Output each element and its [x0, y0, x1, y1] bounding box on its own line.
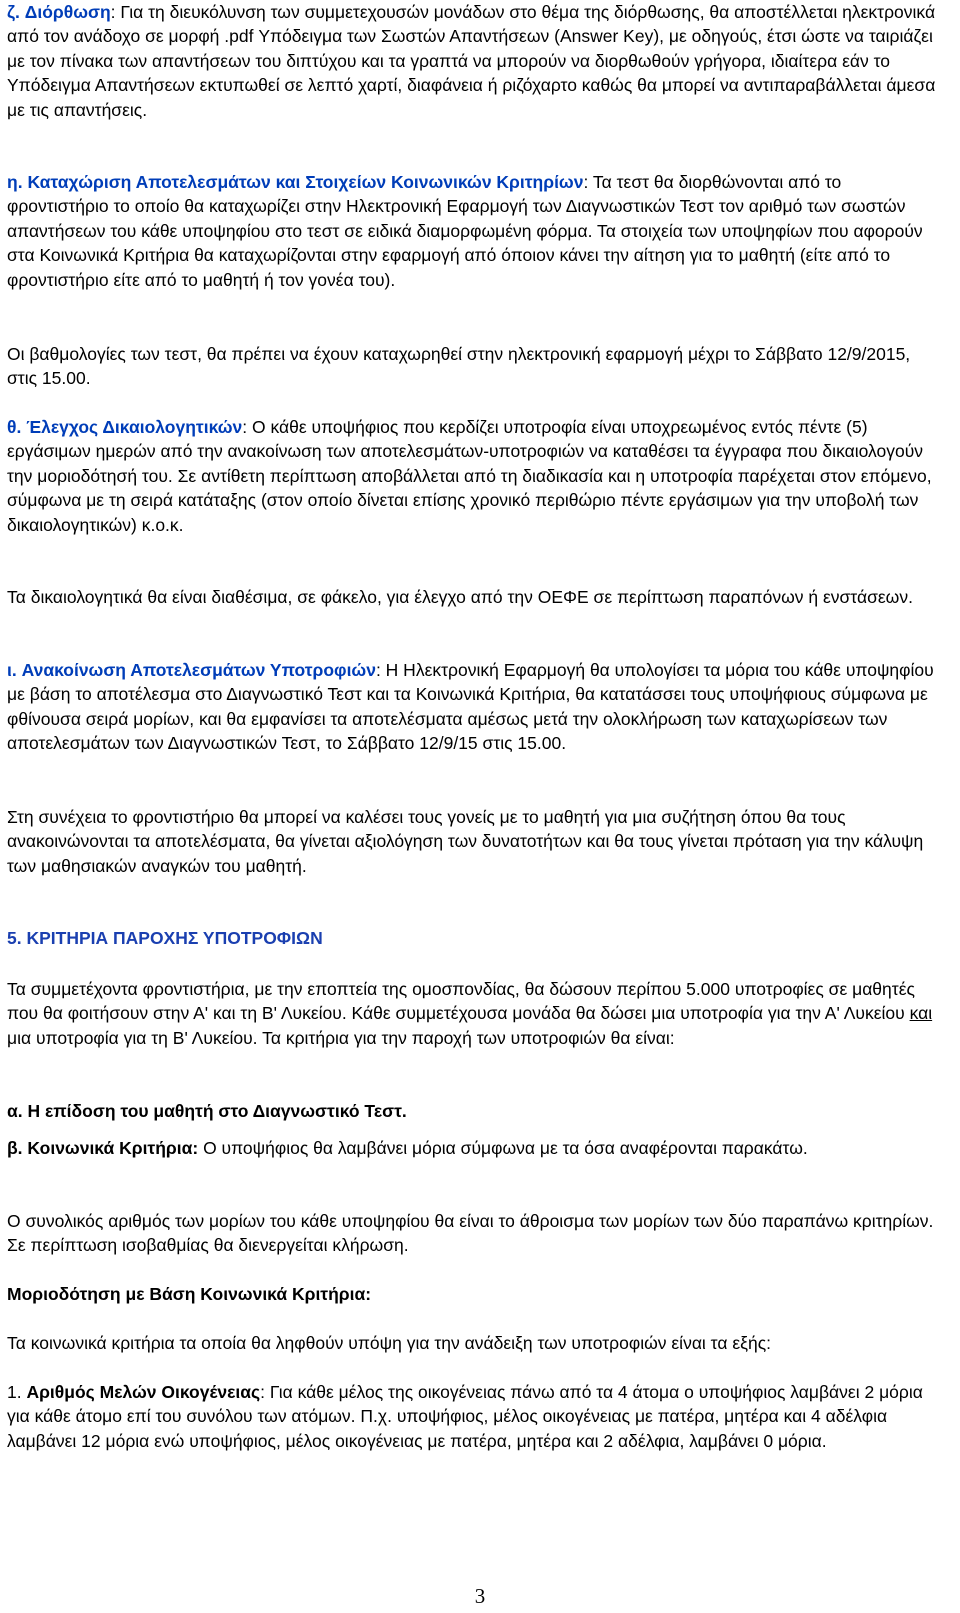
paragraph-availability: Τα δικαιολογητικά θα είναι διαθέσιμα, σε φάκελο, για έλεγχο από την ΟΕΦΕ σε περίπτωση παραπόνων ή ενστάσεων. — [7, 587, 913, 607]
criterion-b — [7, 1136, 942, 1160]
text-iota: : Η Ηλεκτρονική Εφαρμογή θα υπολογίσει τα μόρια του κάθε υποψηφίου με βάση το αποτέλεσμα στο Διαγνωστικό Τεστ και τα Κοινωνικά Κριτήρια, θα κατατάσσει τους υποψήφιους σύμφωνα με φθίνουσα σειρά μορίων, και θα εμφανίσει τα αποτελέσματα αμέσως μετά την ολοκλήρωση των καταχωρίσεων των αποτελεσμάτων των Διαγνωστικών Τεστ, το Σάββατο 12/9/15 στις 15.00. — [7, 660, 934, 754]
title-theta: Έλεγχος Δικαιολογητικών — [26, 417, 243, 437]
marker-z: ζ. — [7, 2, 20, 22]
item1-title: Αριθμός Μελών Οικογένειας — [26, 1382, 261, 1402]
paragraph-theta — [7, 415, 942, 537]
social-criteria-intro: Τα κοινωνικά κριτήρια τα οποία θα ληφθούν υπόψη για την ανάδειξη των υποτροφιών είναι τα εξής: — [7, 1333, 771, 1353]
marker-iota: ι. — [7, 660, 17, 680]
paragraph-followup: Στη συνέχεια το φροντιστήριο θα μπορεί να καλέσει τους γονείς με το μαθητή για μια συζήτηση όπου θα τους ανακοινώνονται τα αποτελέσματα, θα γίνεται αξιολόγηση των δυνατοτήτων και θα τους γίνεται πρόταση για την κάλυψη των μαθησιακών αναγκών του μαθητή. — [7, 807, 924, 876]
intro-part-b: μια υποτροφία για τη Β' Λυκείου. Τα κριτήρια για την παροχή των υποτροφιών θα είναι: — [7, 1027, 675, 1048]
title-z: Διόρθωση — [24, 2, 111, 22]
marker-eta: η. — [7, 172, 23, 192]
text-eta: : Τα τεστ θα διορθώνονται από το φροντιστήριο το οποίο θα καταχωρίζει στην Ηλεκτρονική Εφαρμογή των Διαγνωστικών Τεστ τον αριθμό των σωστών απαντήσεων του κάθε υποψηφίου στο τεστ σε ειδικά διαμορφωμένη φόρμα. Τα στοιχεία των υποψηφίων που αφορούν στα Κοινωνικά Κριτήρια θα καταχωρίζονται στην εφαρμογή από όποιον κάνει την αίτηση για το μαθητή (είτε από το φροντιστήριο είτε από το μαθητή ή τον γονέα του). — [7, 172, 923, 290]
title-eta: Καταχώριση Αποτελεσμάτων και Στοιχείων Κοινωνικών Κριτηρίων — [27, 172, 584, 192]
marker-theta: θ. — [7, 417, 22, 437]
text-theta: : Ο κάθε υποψήφιος που κερδίζει υποτροφία είναι υποχρεωμένος εντός πέντε (5) εργάσιμων ημερών από την ανακοίνωση των αποτελεσμάτων-υποτροφιών να καταθέσει τα έγγραφα που δικαιολογούν την μοριοδότησή του. Σε αντίθετη περίπτωση αποβάλλεται από τη διαδικασία και η υποτροφία παρέχεται στον επόμενο, σύμφωνα με τη σειρά κατάταξης (στον οποίο δίνεται επίσης χρονικό περιθώριο πέντε εργάσιμων για την υποβολή των δικαιολογητικών) κ.ο.κ. — [7, 417, 932, 535]
title-iota: Ανακοίνωση Αποτελεσμάτων Υποτροφιών — [21, 660, 376, 680]
criterion-a: α. Η επίδοση του μαθητή στο Διαγνωστικό Τεστ. — [7, 1101, 407, 1121]
criterion-b-text: Ο υποψήφιος θα λαμβάνει μόρια σύμφωνα με τα όσα αναφέρονται παρακάτω. — [198, 1138, 808, 1158]
paragraph-z — [7, 0, 942, 122]
text-z: : Για τη διευκόλυνση των συμμετεχουσών μονάδων στο θέμα της διόρθωσης, θα αποστέλλεται ηλεκτρονικά από τον ανάδοχο σε μορφή .pdf Υπόδειγμα των Σωστών Απαντήσεων (Answer Key), με οδηγούς, έτσι ώστε να ταιριάζει με τον πίνακα των απαντήσεων του διπτύχου και τα γραπτά να μπορούν να διορθωθούν γρήγορα, ιδιαίτερα εάν το Υπόδειγμα Απαντήσεων εκτυπωθεί σε λεπτό χαρτί, διαφάνεια ή ριζόχαρτο καθώς θα μπορεί να αντιπαραβάλλεται άμεσα με τις απαντήσεις. — [7, 2, 936, 120]
paragraph-intro — [7, 977, 942, 1050]
paragraph-total: Ο συνολικός αριθμός των μορίων του κάθε υποψηφίου θα είναι το άθροισμα των μορίων των δύο παραπάνω κριτηρίων. Σε περίπτωση ισοβαθμίας θα διενεργείται κλήρωση. — [7, 1211, 934, 1256]
item1-text: : Για κάθε μέλος της οικογένειας πάνω από τα 4 άτομα ο υποψήφιος λαμβάνει 2 μόρια για κάθε άτομο επί του συνόλου των ατόμων. Π.χ. υποψήφιος, μέλος οικογένειας με πατέρα, μητέρα και 4 αδέλφια λαμβάνει 12 μόρια ενώ υποψήφιος, μέλος οικογένειας με πατέρα, μητέρα και 2 αδέλφια, λαμβάνει 0 μόρια. — [7, 1382, 923, 1451]
page-number: 3 — [474, 1584, 486, 1608]
paragraph-deadline: Οι βαθμολογίες των τεστ, θα πρέπει να έχουν καταχωρηθεί στην ηλεκτρονική εφαρμογή μέχρι το Σάββατο 12/9/2015, στις 15.00. — [7, 344, 911, 389]
section-heading-5: 5. ΚΡΙΤΗΡΙΑ ΠΑΡΟΧΗΣ ΥΠΟΤΡΟΦΙΩΝ — [7, 928, 323, 948]
paragraph-iota — [7, 658, 942, 756]
intro-underlined: και — [909, 1003, 933, 1024]
intro-part-a: Τα συμμετέχοντα φροντιστήρια, με την εποπτεία της ομοσπονδίας, θα δώσουν περίπου 5.000 υποτροφίες σε μαθητές που θα φοιτήσουν στην Α' και τη Β' Λυκείου. Κάθε συμμετέχουσα μονάδα θα δώσει μια υποτροφία για την Α' Λυκείου — [7, 979, 915, 1024]
paragraph-eta — [7, 170, 942, 292]
item1-number: 1. — [7, 1382, 27, 1402]
social-criteria-heading: Μοριοδότηση με Βάση Κοινωνικά Κριτήρια: — [7, 1284, 372, 1304]
criterion-item-1 — [7, 1380, 942, 1453]
criterion-b-title: β. Κοινωνικά Κριτήρια: — [7, 1138, 199, 1158]
